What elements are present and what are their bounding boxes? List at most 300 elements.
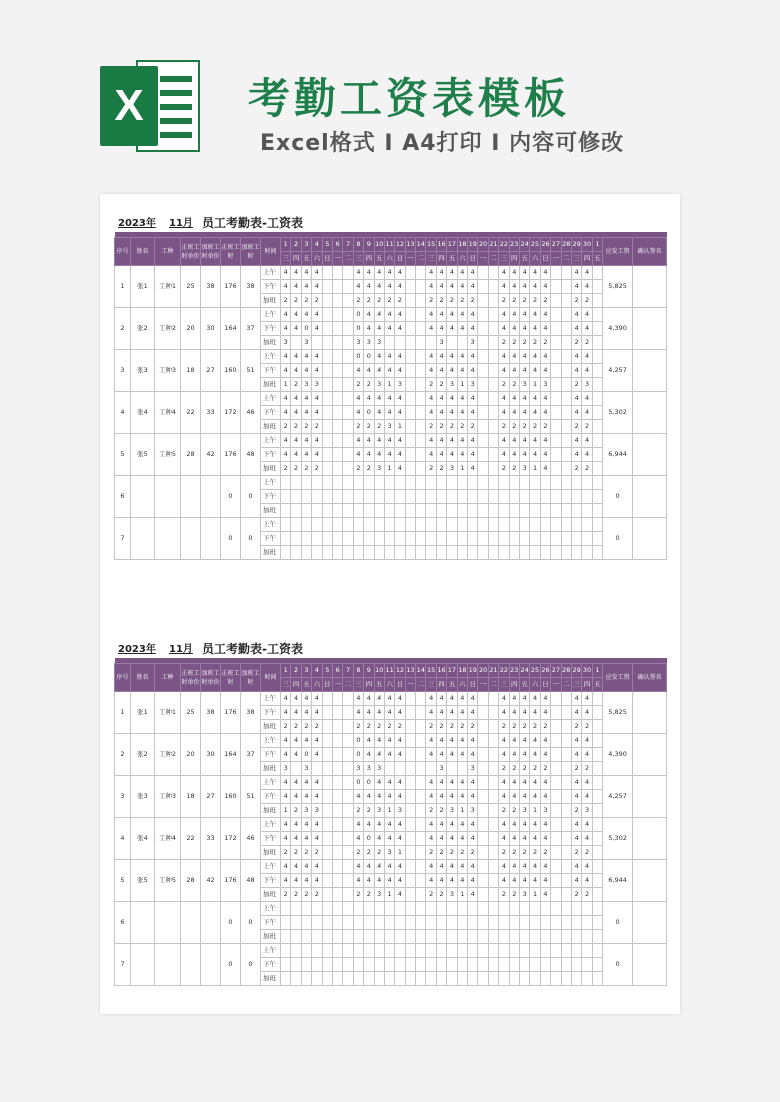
cell-hours[interactable]: 4 xyxy=(540,392,550,406)
cell-hours[interactable] xyxy=(312,504,322,518)
cell-normal-hours[interactable]: 160 xyxy=(221,776,241,818)
cell-hours[interactable] xyxy=(416,790,426,804)
cell-hours[interactable]: 2 xyxy=(457,420,467,434)
cell-hours[interactable]: 4 xyxy=(540,860,550,874)
cell-hours[interactable]: 4 xyxy=(291,790,301,804)
cell-hours[interactable] xyxy=(395,518,405,532)
cell-hours[interactable]: 2 xyxy=(571,846,581,860)
cell-hours[interactable] xyxy=(332,546,342,560)
cell-hours[interactable]: 4 xyxy=(509,818,519,832)
cell-hours[interactable] xyxy=(540,972,550,986)
cell-hours[interactable] xyxy=(416,720,426,734)
cell-hours[interactable] xyxy=(457,916,467,930)
cell-hours[interactable]: 2 xyxy=(301,420,311,434)
cell-hours[interactable]: 4 xyxy=(509,322,519,336)
cell-hours[interactable]: 4 xyxy=(447,860,457,874)
cell-hours[interactable]: 4 xyxy=(291,734,301,748)
cell-hours[interactable]: 2 xyxy=(281,846,291,860)
cell-type[interactable] xyxy=(155,518,181,560)
cell-hours[interactable] xyxy=(478,972,488,986)
cell-hours[interactable] xyxy=(405,504,415,518)
cell-hours[interactable]: 4 xyxy=(457,266,467,280)
cell-hours[interactable] xyxy=(343,420,353,434)
cell-hours[interactable] xyxy=(322,874,332,888)
cell-hours[interactable]: 4 xyxy=(395,818,405,832)
cell-hours[interactable]: 0 xyxy=(353,734,363,748)
cell-hours[interactable] xyxy=(416,546,426,560)
cell-hours[interactable]: 2 xyxy=(468,420,478,434)
cell-hours[interactable] xyxy=(551,504,561,518)
cell-hours[interactable] xyxy=(519,944,529,958)
cell-hours[interactable]: 3 xyxy=(364,336,374,350)
cell-hours[interactable]: 4 xyxy=(436,280,446,294)
cell-hours[interactable]: 2 xyxy=(364,462,374,476)
cell-hours[interactable]: 4 xyxy=(291,322,301,336)
cell-hours[interactable]: 2 xyxy=(447,720,457,734)
cell-hours[interactable] xyxy=(281,546,291,560)
cell-hours[interactable] xyxy=(436,476,446,490)
cell-hours[interactable] xyxy=(582,476,592,490)
cell-hours[interactable] xyxy=(530,476,540,490)
cell-hours[interactable]: 4 xyxy=(436,308,446,322)
cell-hours[interactable] xyxy=(478,420,488,434)
cell-hours[interactable]: 4 xyxy=(301,364,311,378)
cell-hours[interactable] xyxy=(322,266,332,280)
cell-hours[interactable]: 4 xyxy=(530,322,540,336)
cell-hours[interactable] xyxy=(364,930,374,944)
cell-hours[interactable] xyxy=(592,790,602,804)
cell-name[interactable] xyxy=(131,902,155,944)
cell-hours[interactable]: 4 xyxy=(395,734,405,748)
cell-hours[interactable] xyxy=(488,832,498,846)
cell-hours[interactable] xyxy=(509,518,519,532)
cell-normal-hours[interactable]: 176 xyxy=(221,434,241,476)
cell-hours[interactable] xyxy=(416,734,426,748)
cell-hours[interactable] xyxy=(519,972,529,986)
cell-hours[interactable]: 4 xyxy=(530,860,540,874)
cell-hours[interactable] xyxy=(281,504,291,518)
cell-hours[interactable] xyxy=(478,462,488,476)
cell-hours[interactable] xyxy=(332,448,342,462)
cell-hours[interactable] xyxy=(343,720,353,734)
cell-hours[interactable]: 4 xyxy=(457,308,467,322)
cell-hours[interactable] xyxy=(561,280,571,294)
cell-hours[interactable] xyxy=(592,308,602,322)
cell-name[interactable] xyxy=(131,944,155,986)
cell-hours[interactable] xyxy=(343,930,353,944)
cell-hours[interactable]: 2 xyxy=(426,888,436,902)
cell-hours[interactable] xyxy=(343,916,353,930)
cell-overtime-rate[interactable]: 38 xyxy=(201,266,221,308)
cell-hours[interactable]: 2 xyxy=(353,462,363,476)
cell-hours[interactable]: 4 xyxy=(519,392,529,406)
cell-hours[interactable] xyxy=(478,406,488,420)
cell-hours[interactable] xyxy=(405,972,415,986)
cell-hours[interactable]: 1 xyxy=(281,378,291,392)
cell-hours[interactable]: 3 xyxy=(312,378,322,392)
cell-hours[interactable] xyxy=(291,546,301,560)
cell-hours[interactable]: 3 xyxy=(447,888,457,902)
cell-hours[interactable]: 4 xyxy=(499,818,509,832)
cell-hours[interactable] xyxy=(530,944,540,958)
cell-hours[interactable] xyxy=(332,902,342,916)
cell-hours[interactable] xyxy=(416,518,426,532)
cell-hours[interactable]: 4 xyxy=(384,448,394,462)
cell-hours[interactable] xyxy=(488,790,498,804)
cell-hours[interactable]: 3 xyxy=(582,804,592,818)
cell-hours[interactable]: 4 xyxy=(436,406,446,420)
cell-hours[interactable] xyxy=(488,434,498,448)
cell-hours[interactable] xyxy=(416,504,426,518)
cell-hours[interactable]: 4 xyxy=(509,434,519,448)
cell-hours[interactable] xyxy=(436,504,446,518)
cell-hours[interactable]: 4 xyxy=(499,832,509,846)
cell-hours[interactable] xyxy=(551,692,561,706)
cell-hours[interactable] xyxy=(332,958,342,972)
cell-name[interactable]: 张1 xyxy=(131,266,155,308)
cell-hours[interactable]: 4 xyxy=(457,734,467,748)
cell-hours[interactable] xyxy=(447,958,457,972)
cell-hours[interactable] xyxy=(312,972,322,986)
cell-hours[interactable] xyxy=(561,308,571,322)
cell-hours[interactable]: 4 xyxy=(353,406,363,420)
cell-hours[interactable]: 4 xyxy=(447,776,457,790)
cell-hours[interactable] xyxy=(561,860,571,874)
cell-hours[interactable] xyxy=(384,504,394,518)
cell-hours[interactable]: 2 xyxy=(291,294,301,308)
cell-overtime-rate[interactable] xyxy=(201,944,221,986)
cell-name[interactable]: 张5 xyxy=(131,434,155,476)
cell-hours[interactable]: 4 xyxy=(395,748,405,762)
cell-hours[interactable]: 2 xyxy=(312,294,322,308)
cell-hours[interactable] xyxy=(436,916,446,930)
cell-hours[interactable]: 4 xyxy=(301,860,311,874)
cell-hours[interactable] xyxy=(322,392,332,406)
cell-hours[interactable]: 0 xyxy=(353,350,363,364)
cell-hours[interactable]: 4 xyxy=(468,462,478,476)
cell-hours[interactable]: 4 xyxy=(499,748,509,762)
cell-hours[interactable] xyxy=(530,490,540,504)
cell-hours[interactable]: 4 xyxy=(509,364,519,378)
cell-hours[interactable] xyxy=(592,776,602,790)
cell-hours[interactable]: 4 xyxy=(374,692,384,706)
cell-hours[interactable] xyxy=(561,916,571,930)
cell-hours[interactable] xyxy=(332,364,342,378)
cell-normal-rate[interactable] xyxy=(181,944,201,986)
cell-hours[interactable] xyxy=(592,818,602,832)
cell-seq[interactable]: 5 xyxy=(115,860,131,902)
cell-hours[interactable] xyxy=(416,902,426,916)
cell-pay[interactable]: 5,825 xyxy=(603,266,633,308)
cell-hours[interactable]: 4 xyxy=(426,776,436,790)
cell-hours[interactable] xyxy=(322,804,332,818)
cell-hours[interactable] xyxy=(332,860,342,874)
cell-hours[interactable] xyxy=(364,518,374,532)
cell-hours[interactable] xyxy=(468,972,478,986)
cell-hours[interactable]: 4 xyxy=(353,434,363,448)
cell-hours[interactable]: 2 xyxy=(519,294,529,308)
cell-hours[interactable] xyxy=(540,532,550,546)
cell-sign[interactable] xyxy=(633,776,667,818)
cell-hours[interactable] xyxy=(447,532,457,546)
cell-hours[interactable] xyxy=(416,804,426,818)
cell-hours[interactable] xyxy=(561,392,571,406)
cell-hours[interactable]: 2 xyxy=(499,804,509,818)
cell-hours[interactable] xyxy=(530,504,540,518)
cell-hours[interactable] xyxy=(488,280,498,294)
cell-hours[interactable] xyxy=(447,336,457,350)
cell-hours[interactable] xyxy=(592,874,602,888)
cell-hours[interactable]: 4 xyxy=(436,818,446,832)
cell-hours[interactable]: 4 xyxy=(530,874,540,888)
cell-hours[interactable]: 4 xyxy=(301,448,311,462)
cell-hours[interactable] xyxy=(405,406,415,420)
cell-hours[interactable]: 3 xyxy=(395,804,405,818)
cell-hours[interactable] xyxy=(551,280,561,294)
cell-hours[interactable]: 4 xyxy=(281,832,291,846)
cell-hours[interactable]: 4 xyxy=(468,790,478,804)
cell-hours[interactable] xyxy=(551,476,561,490)
cell-hours[interactable] xyxy=(343,504,353,518)
cell-hours[interactable]: 4 xyxy=(499,434,509,448)
cell-hours[interactable]: 4 xyxy=(281,706,291,720)
cell-hours[interactable]: 4 xyxy=(530,448,540,462)
cell-hours[interactable] xyxy=(499,958,509,972)
cell-hours[interactable]: 2 xyxy=(509,846,519,860)
cell-hours[interactable] xyxy=(405,532,415,546)
cell-hours[interactable]: 4 xyxy=(426,832,436,846)
cell-hours[interactable]: 4 xyxy=(364,734,374,748)
cell-hours[interactable]: 4 xyxy=(540,706,550,720)
cell-hours[interactable]: 2 xyxy=(426,294,436,308)
cell-normal-hours[interactable]: 0 xyxy=(221,902,241,944)
cell-hours[interactable] xyxy=(468,902,478,916)
cell-hours[interactable]: 2 xyxy=(447,846,457,860)
cell-hours[interactable]: 4 xyxy=(582,406,592,420)
cell-hours[interactable]: 4 xyxy=(426,790,436,804)
cell-hours[interactable]: 2 xyxy=(519,720,529,734)
cell-hours[interactable] xyxy=(405,888,415,902)
cell-hours[interactable] xyxy=(374,930,384,944)
cell-hours[interactable]: 4 xyxy=(499,776,509,790)
cell-hours[interactable]: 4 xyxy=(312,734,322,748)
cell-hours[interactable] xyxy=(281,490,291,504)
cell-hours[interactable] xyxy=(447,546,457,560)
cell-type[interactable] xyxy=(155,476,181,518)
cell-overtime-rate[interactable]: 33 xyxy=(201,818,221,860)
cell-hours[interactable]: 4 xyxy=(447,308,457,322)
cell-hours[interactable]: 4 xyxy=(499,280,509,294)
cell-hours[interactable]: 4 xyxy=(312,266,322,280)
cell-hours[interactable] xyxy=(416,532,426,546)
cell-hours[interactable] xyxy=(551,378,561,392)
cell-hours[interactable] xyxy=(312,958,322,972)
cell-name[interactable]: 张3 xyxy=(131,776,155,818)
cell-hours[interactable]: 3 xyxy=(312,804,322,818)
cell-hours[interactable] xyxy=(478,790,488,804)
cell-hours[interactable]: 4 xyxy=(571,392,581,406)
cell-hours[interactable]: 4 xyxy=(540,280,550,294)
cell-hours[interactable] xyxy=(343,280,353,294)
cell-hours[interactable] xyxy=(571,958,581,972)
cell-hours[interactable]: 4 xyxy=(509,776,519,790)
cell-hours[interactable]: 4 xyxy=(447,748,457,762)
cell-overtime-hours[interactable]: 51 xyxy=(241,350,261,392)
cell-hours[interactable]: 4 xyxy=(374,266,384,280)
cell-hours[interactable]: 3 xyxy=(447,462,457,476)
cell-hours[interactable] xyxy=(551,420,561,434)
cell-hours[interactable] xyxy=(561,930,571,944)
cell-hours[interactable]: 4 xyxy=(509,392,519,406)
cell-hours[interactable] xyxy=(592,546,602,560)
cell-hours[interactable] xyxy=(478,364,488,378)
cell-hours[interactable]: 3 xyxy=(519,804,529,818)
cell-hours[interactable] xyxy=(551,776,561,790)
cell-hours[interactable] xyxy=(551,790,561,804)
cell-hours[interactable]: 4 xyxy=(457,322,467,336)
cell-hours[interactable]: 4 xyxy=(353,818,363,832)
cell-hours[interactable] xyxy=(447,930,457,944)
cell-hours[interactable] xyxy=(478,518,488,532)
cell-hours[interactable] xyxy=(592,322,602,336)
cell-hours[interactable]: 4 xyxy=(582,860,592,874)
cell-hours[interactable] xyxy=(488,818,498,832)
cell-hours[interactable]: 0 xyxy=(364,350,374,364)
cell-hours[interactable] xyxy=(322,972,332,986)
cell-hours[interactable]: 4 xyxy=(447,434,457,448)
cell-hours[interactable] xyxy=(405,434,415,448)
cell-hours[interactable] xyxy=(322,434,332,448)
cell-hours[interactable] xyxy=(499,490,509,504)
cell-name[interactable]: 张2 xyxy=(131,734,155,776)
cell-hours[interactable]: 4 xyxy=(353,692,363,706)
cell-hours[interactable] xyxy=(509,504,519,518)
cell-hours[interactable]: 2 xyxy=(509,420,519,434)
cell-hours[interactable]: 2 xyxy=(447,420,457,434)
cell-hours[interactable] xyxy=(561,420,571,434)
cell-hours[interactable]: 4 xyxy=(519,350,529,364)
cell-hours[interactable]: 4 xyxy=(530,392,540,406)
cell-hours[interactable] xyxy=(332,930,342,944)
cell-hours[interactable]: 2 xyxy=(530,720,540,734)
cell-hours[interactable] xyxy=(551,350,561,364)
cell-hours[interactable]: 2 xyxy=(436,720,446,734)
cell-hours[interactable]: 4 xyxy=(436,392,446,406)
cell-hours[interactable] xyxy=(343,392,353,406)
cell-hours[interactable] xyxy=(426,490,436,504)
cell-hours[interactable] xyxy=(416,832,426,846)
cell-hours[interactable]: 4 xyxy=(457,790,467,804)
cell-hours[interactable] xyxy=(322,832,332,846)
cell-hours[interactable]: 4 xyxy=(571,308,581,322)
cell-normal-hours[interactable]: 164 xyxy=(221,308,241,350)
cell-hours[interactable] xyxy=(405,818,415,832)
cell-type[interactable]: 工种5 xyxy=(155,860,181,902)
cell-type[interactable]: 工种4 xyxy=(155,392,181,434)
cell-hours[interactable] xyxy=(499,972,509,986)
cell-hours[interactable]: 4 xyxy=(509,748,519,762)
cell-hours[interactable] xyxy=(343,706,353,720)
cell-hours[interactable] xyxy=(488,972,498,986)
cell-hours[interactable] xyxy=(332,888,342,902)
cell-hours[interactable] xyxy=(478,504,488,518)
cell-hours[interactable] xyxy=(488,930,498,944)
cell-hours[interactable] xyxy=(343,322,353,336)
cell-hours[interactable] xyxy=(405,748,415,762)
cell-hours[interactable]: 4 xyxy=(384,748,394,762)
cell-hours[interactable]: 4 xyxy=(301,776,311,790)
cell-hours[interactable]: 4 xyxy=(499,706,509,720)
cell-hours[interactable]: 4 xyxy=(436,266,446,280)
cell-hours[interactable] xyxy=(322,322,332,336)
cell-hours[interactable] xyxy=(384,476,394,490)
cell-hours[interactable]: 4 xyxy=(540,692,550,706)
cell-hours[interactable] xyxy=(384,762,394,776)
cell-hours[interactable]: 1 xyxy=(395,846,405,860)
cell-hours[interactable] xyxy=(509,490,519,504)
cell-hours[interactable] xyxy=(416,350,426,364)
cell-hours[interactable] xyxy=(322,846,332,860)
cell-hours[interactable] xyxy=(488,476,498,490)
cell-hours[interactable]: 1 xyxy=(384,378,394,392)
cell-hours[interactable] xyxy=(416,308,426,322)
cell-hours[interactable] xyxy=(561,546,571,560)
cell-hours[interactable]: 4 xyxy=(509,734,519,748)
cell-hours[interactable] xyxy=(447,504,457,518)
cell-hours[interactable]: 2 xyxy=(582,720,592,734)
cell-hours[interactable]: 4 xyxy=(395,434,405,448)
cell-hours[interactable]: 4 xyxy=(447,322,457,336)
cell-normal-rate[interactable]: 18 xyxy=(181,776,201,818)
cell-hours[interactable] xyxy=(301,490,311,504)
cell-hours[interactable] xyxy=(571,902,581,916)
cell-hours[interactable] xyxy=(488,706,498,720)
cell-hours[interactable] xyxy=(488,748,498,762)
cell-hours[interactable]: 4 xyxy=(426,406,436,420)
cell-hours[interactable] xyxy=(519,490,529,504)
cell-hours[interactable] xyxy=(478,392,488,406)
cell-hours[interactable] xyxy=(478,308,488,322)
cell-seq[interactable]: 7 xyxy=(115,518,131,560)
cell-hours[interactable]: 4 xyxy=(291,308,301,322)
cell-hours[interactable]: 4 xyxy=(540,266,550,280)
cell-hours[interactable]: 4 xyxy=(291,860,301,874)
cell-hours[interactable]: 4 xyxy=(519,776,529,790)
cell-hours[interactable]: 4 xyxy=(312,748,322,762)
cell-hours[interactable]: 2 xyxy=(530,420,540,434)
cell-hours[interactable] xyxy=(426,930,436,944)
cell-hours[interactable]: 1 xyxy=(530,804,540,818)
cell-hours[interactable] xyxy=(540,930,550,944)
cell-hours[interactable] xyxy=(384,916,394,930)
cell-hours[interactable]: 4 xyxy=(353,790,363,804)
cell-hours[interactable]: 2 xyxy=(301,462,311,476)
cell-hours[interactable]: 3 xyxy=(301,762,311,776)
cell-hours[interactable]: 4 xyxy=(457,706,467,720)
cell-hours[interactable] xyxy=(405,692,415,706)
cell-hours[interactable] xyxy=(322,546,332,560)
cell-hours[interactable]: 4 xyxy=(364,874,374,888)
cell-hours[interactable] xyxy=(561,434,571,448)
cell-normal-rate[interactable]: 25 xyxy=(181,266,201,308)
cell-hours[interactable] xyxy=(301,930,311,944)
cell-hours[interactable]: 4 xyxy=(468,818,478,832)
cell-hours[interactable]: 2 xyxy=(374,846,384,860)
cell-hours[interactable]: 4 xyxy=(540,818,550,832)
cell-hours[interactable]: 4 xyxy=(301,734,311,748)
cell-hours[interactable] xyxy=(561,846,571,860)
cell-hours[interactable]: 4 xyxy=(519,308,529,322)
